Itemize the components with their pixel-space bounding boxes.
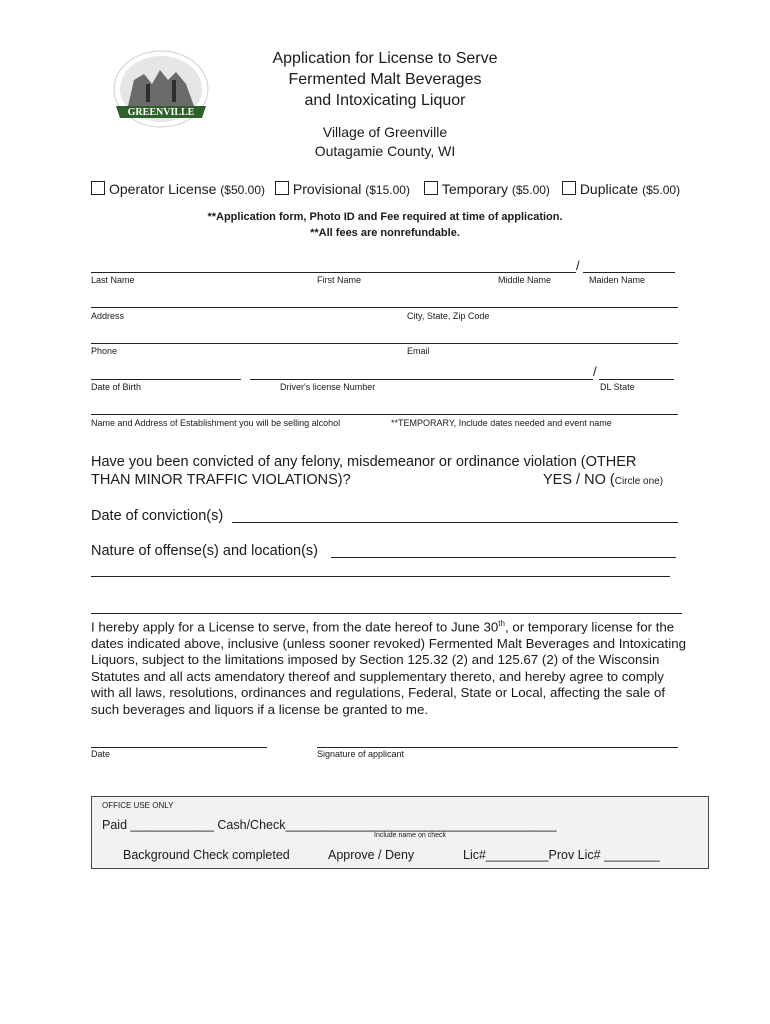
village-name: Village of Greenville <box>322 124 448 140</box>
requirements-note <box>0 209 770 241</box>
drivers-license-field-line[interactable] <box>250 379 593 380</box>
conviction-date-field-line[interactable] <box>232 522 678 523</box>
address-field-line[interactable] <box>91 307 678 308</box>
establishment-field-line[interactable] <box>91 414 678 415</box>
drivers-license-label: Driver's license Number <box>280 382 376 392</box>
declaration-part-1: I hereby apply for a License to serve, from the date hereof to June 30 <box>91 619 499 635</box>
dl-state-label: DL State <box>600 382 635 392</box>
requirement-line-1: **Application form, Photo ID and Fee required at time of application. <box>207 211 563 223</box>
last-name-label: Last Name <box>91 275 135 285</box>
dl-state-field-line[interactable] <box>599 379 674 380</box>
duplicate-checkbox[interactable] <box>562 181 576 195</box>
paid-cash-check-line[interactable]: Paid ____________ Cash/Check_______________________________________ <box>102 818 557 832</box>
phone-label: Phone <box>91 346 118 356</box>
office-use-heading: OFFICE USE ONLY <box>102 801 174 810</box>
yes-no-label: YES / NO ( <box>543 472 615 488</box>
city-state-zip-label: City, State, Zip Code <box>407 311 490 321</box>
conviction-question-line-2: THAN MINOR TRAFFIC VIOLATIONS)? <box>91 472 351 488</box>
declaration-part-2: , or temporary license for the dates indicated above, inclusive (unless sooner revoked) Fermented Malt Beverages and Intoxicating Liquors, subject to the limitations imposed by Section 125.32 (2) and 125.67 (2) of the Wisconsin Statutes and all acts amendatory thereof and supplementary thereto, and hereby agree to comply with all laws, resolutions, ordinances and regulations, Federal, State or Local, affecting the sale of such beverages and liquors if a license be granted to me. <box>91 619 686 717</box>
license-type-options <box>91 181 686 197</box>
offense-nature-field-line-2[interactable] <box>91 576 670 577</box>
conviction-question <box>91 453 691 471</box>
temporary-note-label: **TEMPORARY, Include dates needed and event name <box>391 418 612 428</box>
operator-license-label: Operator License <box>109 181 217 197</box>
operator-license-checkbox[interactable] <box>91 181 105 195</box>
conviction-question-line-1: Have you been convicted of any felony, misdemeanor or ordinance violation (OTHER <box>91 454 637 470</box>
provisional-label: Provisional <box>292 181 362 197</box>
first-name-label: First Name <box>317 275 362 285</box>
title-line-1: Application for License to Serve <box>272 50 498 67</box>
establishment-label: Name and Address of Establishment you will be selling alcohol <box>91 418 341 428</box>
phone-email-field-line[interactable] <box>91 343 678 344</box>
signature-label: Signature of applicant <box>317 749 405 759</box>
operator-license-fee: ($50.00) <box>220 183 265 197</box>
circle-one-label: Circle one) <box>614 476 664 487</box>
declaration-superscript: th <box>498 619 505 628</box>
title-line-3: and Intoxicating Liquor <box>304 92 466 109</box>
signature-field-line[interactable] <box>317 747 678 748</box>
form-title <box>0 48 770 111</box>
middle-name-label: Middle Name <box>498 275 552 285</box>
yes-no-option[interactable] <box>543 471 663 491</box>
municipality <box>0 123 770 161</box>
maiden-name-label: Maiden Name <box>589 275 646 285</box>
dob-label: Date of Birth <box>91 382 142 392</box>
slash-separator: / <box>576 258 580 273</box>
temporary-checkbox[interactable] <box>424 181 438 195</box>
offense-nature-label: Nature of offense(s) and location(s) <box>91 543 319 559</box>
approve-deny-label: Approve / Deny <box>328 848 415 862</box>
declaration-paragraph <box>91 616 686 718</box>
requirement-line-2: **All fees are nonrefundable. <box>310 227 460 239</box>
duplicate-fee: ($5.00) <box>642 183 681 197</box>
dob-field-line[interactable] <box>91 379 241 380</box>
address-label: Address <box>91 311 125 321</box>
check-note: Include name on check <box>374 832 446 839</box>
logo-text: GREENVILLE <box>127 107 195 118</box>
provisional-checkbox[interactable] <box>275 181 289 195</box>
date-field-line[interactable] <box>91 747 267 748</box>
temporary-label: Temporary <box>441 181 508 197</box>
duplicate-label: Duplicate <box>579 181 639 197</box>
title-line-2: Fermented Malt Beverages <box>288 71 482 88</box>
county-name: Outagamie County, WI <box>314 143 456 159</box>
license-number-line[interactable]: Lic#_________Prov Lic# ________ <box>463 848 660 862</box>
offense-nature-field-line[interactable] <box>331 557 676 558</box>
maiden-name-field-line[interactable] <box>583 272 675 273</box>
conviction-date-label: Date of conviction(s) <box>91 508 224 524</box>
provisional-fee: ($15.00) <box>365 183 410 197</box>
background-check-label: Background Check completed <box>123 848 290 862</box>
dl-slash-separator: / <box>593 364 597 379</box>
email-label: Email <box>407 346 430 356</box>
office-use-box <box>91 796 709 869</box>
section-divider <box>91 613 682 614</box>
name-field-line[interactable] <box>91 272 576 273</box>
date-label: Date <box>91 749 111 759</box>
temporary-fee: ($5.00) <box>511 183 550 197</box>
